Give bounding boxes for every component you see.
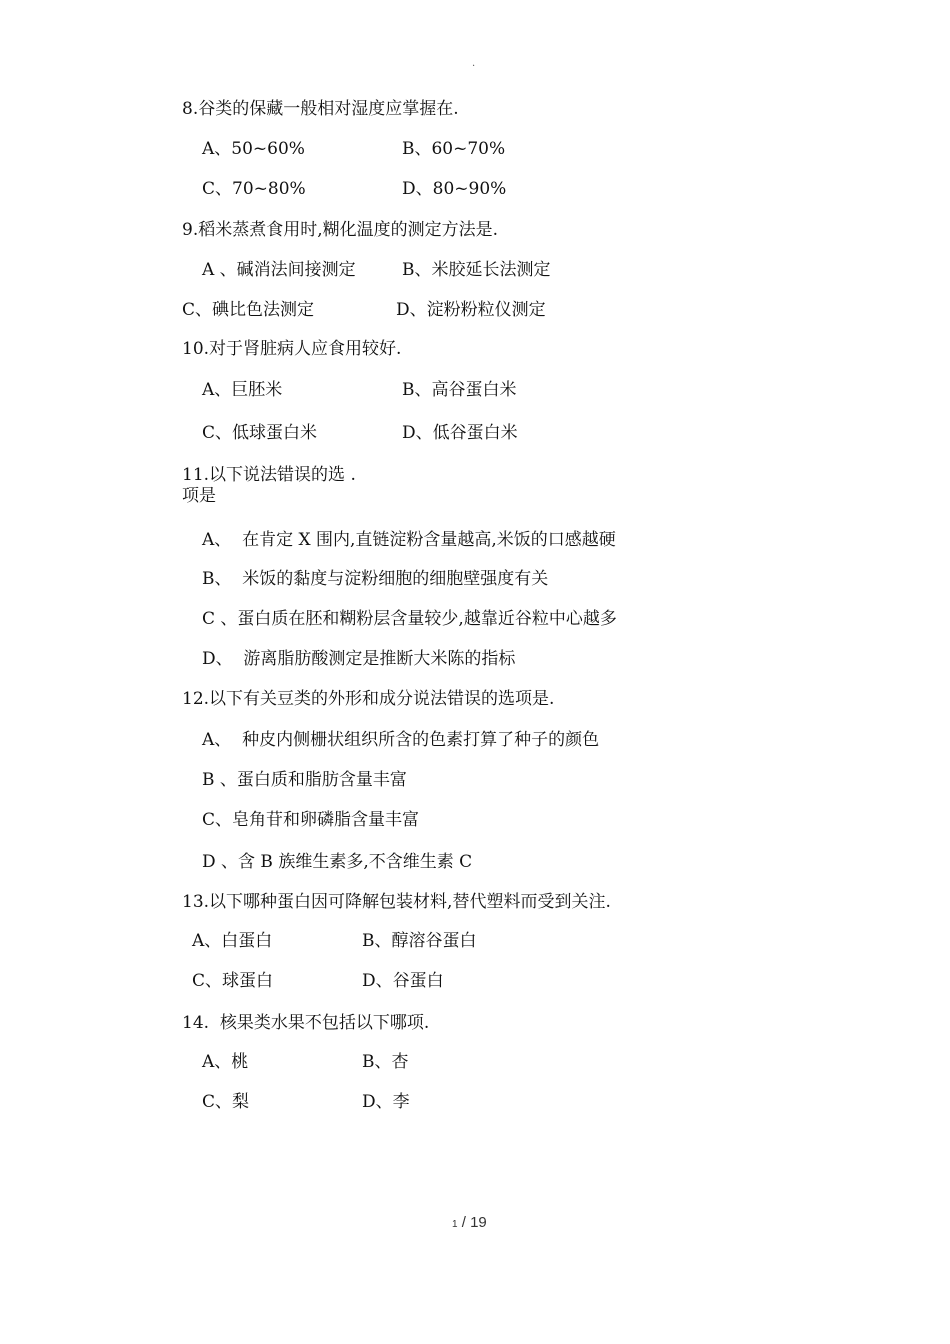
q12-option-c: C、皂角苷和卵磷脂含量丰富	[202, 810, 420, 830]
q8-option-b: B、60~70%	[402, 139, 506, 159]
q12-option-b: B 、蛋白质和脂肪含量丰富	[202, 770, 407, 790]
page-number	[452, 1214, 487, 1232]
header-mark: .	[472, 58, 476, 69]
current-page: 1	[452, 1219, 458, 1230]
question-13: 13.以下哪种蛋白因可降解包装材料,替代塑料而受到关注.	[182, 892, 611, 912]
q11-option-d: D、 游离脂肪酸测定是推断大米陈的指标	[202, 649, 516, 669]
q14-option-c: C、梨	[202, 1092, 250, 1112]
q11-option-b: B、 米饭的黏度与淀粉细胞的细胞壁强度有关	[202, 569, 549, 589]
q8-option-c: C、70~80%	[202, 179, 306, 199]
q10-option-c: C、低球蛋白米	[202, 423, 318, 443]
q14-option-d: D、李	[362, 1092, 410, 1112]
q9-option-a: A 、碱消法间接测定	[202, 260, 356, 280]
question-8: 8.谷类的保藏一般相对湿度应掌握在.	[182, 99, 459, 119]
total-pages: 19	[470, 1214, 487, 1231]
question-11-line1: 11.以下说法错误的选 .	[182, 465, 356, 485]
q13-option-a: A、白蛋白	[192, 931, 273, 951]
q14-option-b: B、杏	[362, 1052, 409, 1072]
q9-option-b: B、米胶延长法测定	[402, 260, 551, 280]
question-14: 14. 核果类水果不包括以下哪项.	[182, 1013, 430, 1033]
q10-option-b: B、高谷蛋白米	[402, 380, 517, 400]
question-9: 9.稻米蒸煮食用时,糊化温度的测定方法是.	[182, 220, 499, 240]
q12-option-a: A、 种皮内侧栅状组织所含的色素打算了种子的颜色	[202, 730, 600, 750]
q10-option-a: A、巨胚米	[202, 380, 283, 400]
q12-option-d: D 、含 B 族维生素多,不含维生素 C	[202, 852, 473, 872]
q10-option-d: D、低谷蛋白米	[402, 423, 518, 443]
q13-option-d: D、谷蛋白	[362, 971, 444, 991]
q13-option-b: B、醇溶谷蛋白	[362, 931, 477, 951]
q13-option-c: C、球蛋白	[192, 971, 274, 991]
question-12: 12.以下有关豆类的外形和成分说法错误的选项是.	[182, 689, 555, 709]
q11-option-a: A、 在肯定 X 围内,直链淀粉含量越高,米饭的口感越硬	[202, 530, 616, 550]
q8-option-d: D、80~90%	[402, 179, 507, 199]
q8-option-a: A、50~60%	[202, 139, 305, 159]
page-separator: /	[457, 1214, 471, 1231]
question-11-line2: 项是	[182, 486, 216, 506]
q11-option-c: C 、蛋白质在胚和糊粉层含量较少,越靠近谷粒中心越多	[202, 609, 617, 629]
question-10: 10.对于肾脏病人应食用较好.	[182, 339, 402, 359]
q14-option-a: A、桃	[202, 1052, 249, 1072]
q9-option-c: C、碘比色法测定	[182, 300, 315, 320]
q9-option-d: D、淀粉粉粒仪测定	[396, 300, 546, 320]
